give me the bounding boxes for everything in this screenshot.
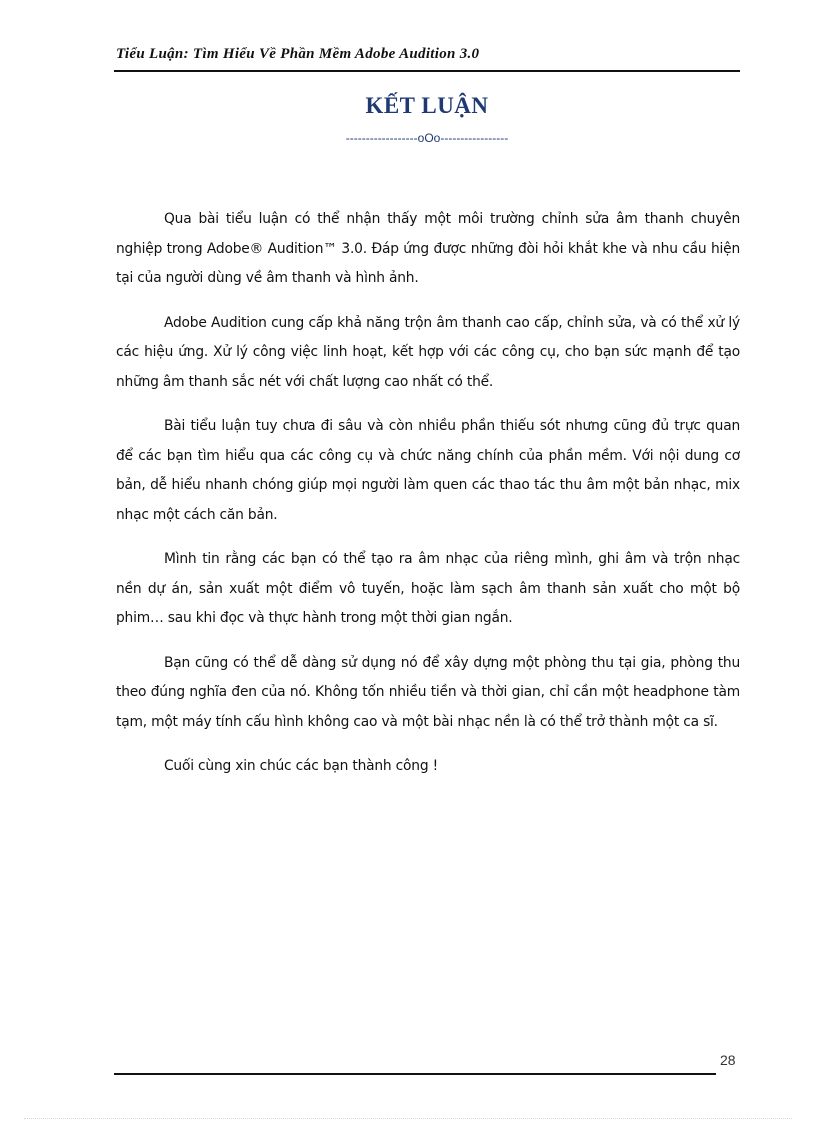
page-number: 28 — [720, 1052, 736, 1068]
paragraph-5: Bạn cũng có thể dễ dàng sử dụng nó để xây dựng một phòng thu tại gia, phòng thu theo đúng nghĩa đen của nó. Không tốn nhiều tiền và thời gian, chỉ cần một headphone tàm tạm, một máy tính cấu hình không cao và một bài nhạc nền là có thể trở thành một ca sĩ. — [116, 654, 740, 730]
paragraph-1: Qua bài tiểu luận có thể nhận thấy một môi trường chỉnh sửa âm thanh chuyên nghiệp trong Adobe® Audition™ 3.0. Đáp ứng được những đòi hỏi khắt khe và nhu cầu hiện tại của người dùng về âm thanh và hình ảnh. — [116, 211, 740, 286]
title-ornament: ------------------oOo----------------- — [345, 131, 509, 145]
header-rule — [114, 70, 740, 72]
footer-rule — [114, 1073, 716, 1075]
section-title: KẾT LUẬN — [365, 93, 489, 118]
page-edge-divider — [24, 1118, 792, 1119]
running-header: Tiểu Luận: Tìm Hiểu Về Phần Mềm Adobe Audition 3.0 — [116, 46, 480, 62]
paragraph-3: Bài tiểu luận tuy chưa đi sâu và còn nhiều phần thiếu sót nhưng cũng đủ trực quan để các bạn tìm hiểu qua các công cụ và chức năng chính của phần mềm. Với nội dung cơ bản, dễ hiểu nhanh chóng giúp mọi người làm quen các thao tác thu âm một bản nhạc, mix nhạc một cách căn bản. — [116, 418, 740, 523]
body-text — [116, 205, 740, 797]
paragraph-6: Cuối cùng xin chúc các bạn thành công ! — [164, 758, 438, 774]
paragraph-2: Adobe Audition cung cấp khả năng trộn âm thanh cao cấp, chỉnh sửa, và có thể xử lý các hiệu ứng. Xử lý công việc linh hoạt, kết hợp với các công cụ, cho bạn sức mạnh để tạo những âm thanh sắc nét với chất lượng cao nhất có thể. — [116, 314, 740, 390]
paragraph-4: Mình tin rằng các bạn có thể tạo ra âm nhạc của riêng mình, ghi âm và trộn nhạc nền dự án, sản xuất một điểm vô tuyến, hoặc làm sạch âm thanh sản xuất cho một bộ phim… sau khi đọc và thực hành trong một thời gian ngắn. — [116, 551, 740, 626]
